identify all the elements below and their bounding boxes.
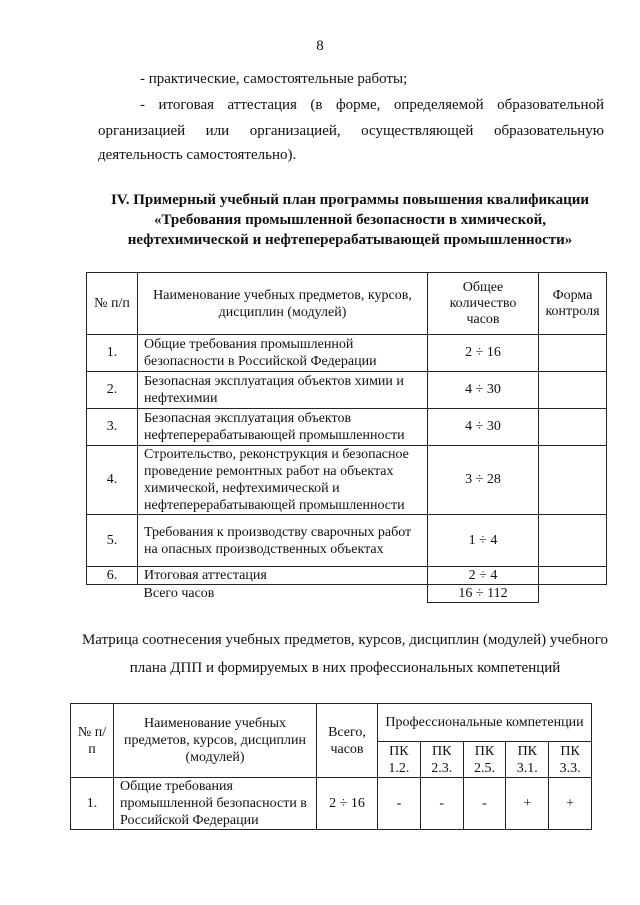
matrix-mark: + — [549, 778, 592, 830]
row-num: 5. — [87, 515, 138, 567]
row-name: Безопасная эксплуатация объектов нефтеперерабатывающей промышленности — [138, 409, 428, 446]
row-form — [539, 372, 607, 409]
row-hours: 2 ÷ 16 — [428, 335, 539, 372]
header-hours: Общее количество часов — [428, 273, 539, 335]
matrix-mark: + — [506, 778, 549, 830]
matrix-header-row — [71, 704, 592, 742]
row-name: Безопасная эксплуатация объектов химии и нефтехимии — [138, 372, 428, 409]
row-num: 3. — [87, 409, 138, 446]
row-form — [539, 446, 607, 515]
row-form — [539, 335, 607, 372]
row-form — [539, 409, 607, 446]
row-hours: 3 ÷ 28 — [428, 446, 539, 515]
row-name: Общие требования промышленной безопасности в Российской Федерации — [138, 335, 428, 372]
header-name: Наименование учебных предметов, курсов, дисциплин (модулей) — [138, 273, 428, 335]
total-hours: 16 ÷ 112 — [428, 585, 539, 603]
curriculum-header-row — [87, 273, 607, 335]
row-hours: 4 ÷ 30 — [428, 409, 539, 446]
curriculum-table — [86, 272, 607, 603]
row-name: Требования к производству сварочных работ на опасных производственных объектах — [138, 515, 428, 567]
row-num: 2. — [87, 372, 138, 409]
competency-matrix-table — [70, 703, 592, 830]
matrix-header-num: № п/п — [71, 704, 114, 778]
competency-code: ПК 3.3. — [549, 742, 592, 778]
section-title: IV. Примерный учебный план программы повышения квалификации «Требования промышленной безопасности в химической, нефтехимической и нефтеперерабатывающей промышленности» — [110, 192, 590, 248]
row-hours: 1 ÷ 4 — [428, 515, 539, 567]
matrix-header-competencies: Профессиональные компетенции — [378, 704, 592, 742]
row-num: 6. — [87, 567, 138, 585]
table-row — [87, 446, 607, 515]
table-row — [87, 515, 607, 567]
table-row — [87, 335, 607, 372]
matrix-header-total: Всего, часов — [317, 704, 378, 778]
table-row — [87, 409, 607, 446]
header-form: Форма контроля — [539, 273, 607, 335]
competency-code: ПК 3.1. — [506, 742, 549, 778]
table-row — [87, 567, 607, 585]
list-item-practical: - практические, самостоятельные работы; — [140, 71, 408, 87]
matrix-row-name: Общие требования промышленной безопасности в Российской Федерации — [114, 778, 317, 830]
matrix-mark: - — [463, 778, 506, 830]
row-form — [539, 515, 607, 567]
header-num: № п/п — [87, 273, 138, 335]
table-row — [87, 372, 607, 409]
competency-code: ПК 2.5. — [463, 742, 506, 778]
total-label: Всего часов — [143, 586, 215, 602]
total-row — [87, 585, 607, 603]
row-num: 4. — [87, 446, 138, 515]
table-row — [71, 778, 592, 830]
row-name: Строительство, реконструкция и безопасное проведение ремонтных работ на объектах химической, нефтехимической и нефтеперерабатывающей промышленности — [138, 446, 428, 515]
competency-code: ПК 1.2. — [378, 742, 421, 778]
row-hours: 4 ÷ 30 — [428, 372, 539, 409]
list-item-attestation: - итоговая аттестация (в форме, определяемой образовательной организацией или организацией, осуществляющей образовательную — [98, 97, 604, 139]
page-number: 8 — [316, 38, 324, 54]
matrix-row-num: 1. — [71, 778, 114, 830]
matrix-mark: - — [378, 778, 421, 830]
matrix-header-name: Наименование учебных предметов, курсов, дисциплин (модулей) — [114, 704, 317, 778]
row-form — [539, 567, 607, 585]
matrix-row-hours: 2 ÷ 16 — [317, 778, 378, 830]
matrix-mark: - — [420, 778, 463, 830]
matrix-caption: Матрица соотнесения учебных предметов, курсов, дисциплин (модулей) учебного плана ДПП и формируемых в них профессиональных компетенций — [81, 632, 609, 676]
list-item-attestation-end: деятельность самостоятельно). — [98, 147, 297, 163]
row-name: Итоговая аттестация — [138, 567, 428, 585]
row-num: 1. — [87, 335, 138, 372]
row-hours: 2 ÷ 4 — [428, 567, 539, 585]
competency-code: ПК 2.3. — [420, 742, 463, 778]
